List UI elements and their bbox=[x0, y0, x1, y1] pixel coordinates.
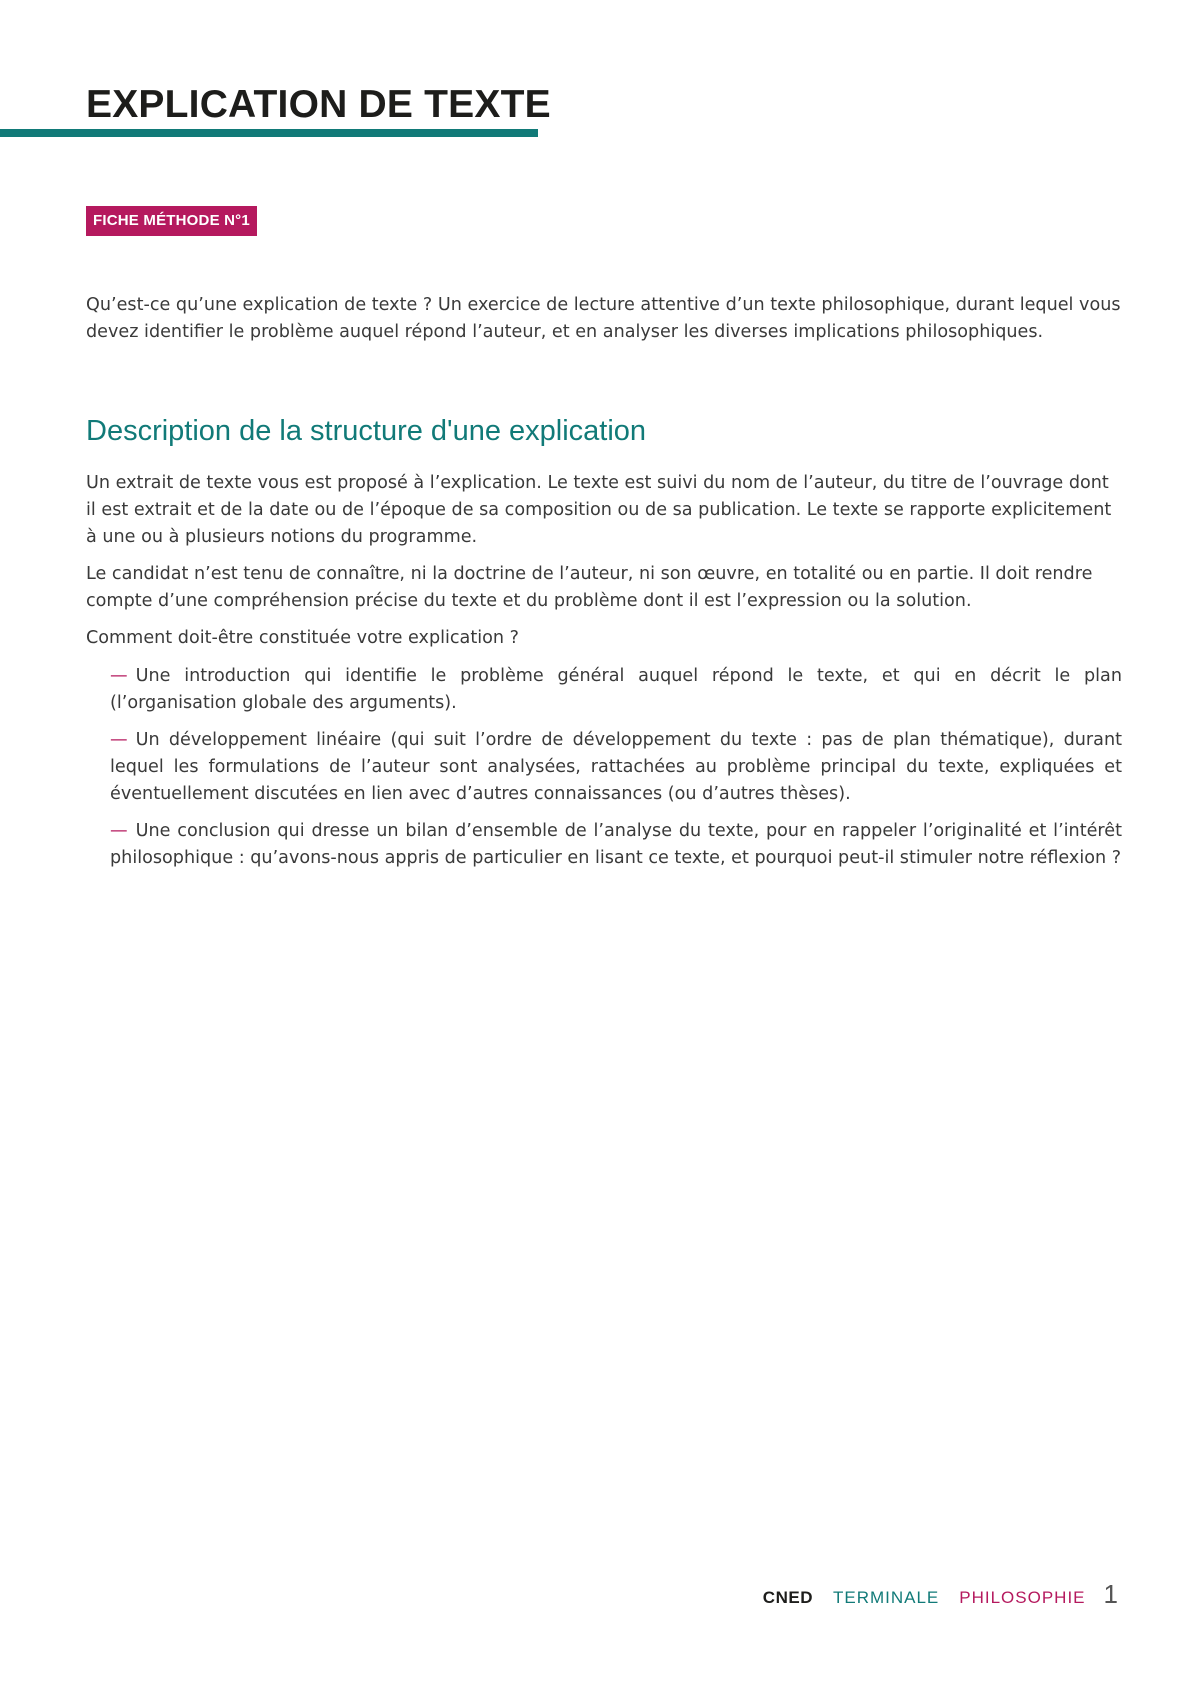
dash-marker: — bbox=[110, 821, 128, 841]
dash-marker: — bbox=[110, 666, 128, 686]
page-title: EXPLICATION DE TEXTE bbox=[86, 83, 551, 126]
body-paragraph: Le candidat n’est tenu de connaître, ni la doctrine de l’auteur, ni son œuvre, en totalité ou en partie. Il doit rendre compte d’une compréhension précise du texte et du problème dont il est l’expression ou la solution. bbox=[86, 564, 1093, 611]
footer-level: TERMINALE bbox=[832, 1588, 940, 1607]
main-content bbox=[86, 292, 1122, 882]
list-item-text: Un développement linéaire (qui suit l’ordre de développement du texte : pas de plan thématique), durant lequel les formulations de l’auteur sont analysées, rattachées au problème principal du texte, expliquées et éventuellement discutées en lien avec d’autres connaissances (ou d’autres thèses). bbox=[110, 730, 1122, 804]
list-item bbox=[110, 727, 1122, 808]
list-item-text: Une conclusion qui dresse un bilan d’ensemble de l’analyse du texte, pour en rappeler l’originalité et l’intérêt philosophique : qu’avons-nous appris de particulier en lisant ce texte, et pourquoi peut-il stimuler notre réflexion ? bbox=[110, 821, 1122, 868]
list-item bbox=[110, 818, 1122, 872]
page-footer bbox=[763, 1579, 1118, 1619]
structure-question: Comment doit-être constituée votre explication ? bbox=[86, 628, 519, 648]
title-underline bbox=[0, 129, 538, 137]
intro-paragraph: Qu’est-ce qu’une explication de texte ? Un exercice de lecture attentive d’un texte philosophique, durant lequel vous devez identifier le problème auquel répond l’auteur, et en analyser les diverses implications philosophiques. bbox=[86, 295, 1121, 342]
method-badge: FICHE MÉTHODE N°1 bbox=[86, 206, 257, 236]
body-paragraph: Un extrait de texte vous est proposé à l’explication. Le texte est suivi du nom de l’auteur, du titre de l’ouvrage dont il est extrait et de la date ou de l’époque de sa composition ou de sa publication. Le texte se rapporte explicitement à une ou à plusieurs notions du programme. bbox=[86, 473, 1112, 547]
dash-marker: — bbox=[110, 730, 128, 750]
footer-brand: CNED bbox=[762, 1588, 813, 1607]
structure-list bbox=[86, 663, 1122, 872]
section-heading: Description de la structure d'une explication bbox=[86, 415, 647, 447]
footer-subject: PHILOSOPHIE bbox=[959, 1588, 1086, 1607]
list-item-text: Une introduction qui identifie le problème général auquel répond le texte, et qui en décrit le plan (l’organisation globale des arguments). bbox=[110, 666, 1122, 713]
page-number: 1 bbox=[1103, 1579, 1118, 1609]
list-item bbox=[110, 663, 1122, 717]
